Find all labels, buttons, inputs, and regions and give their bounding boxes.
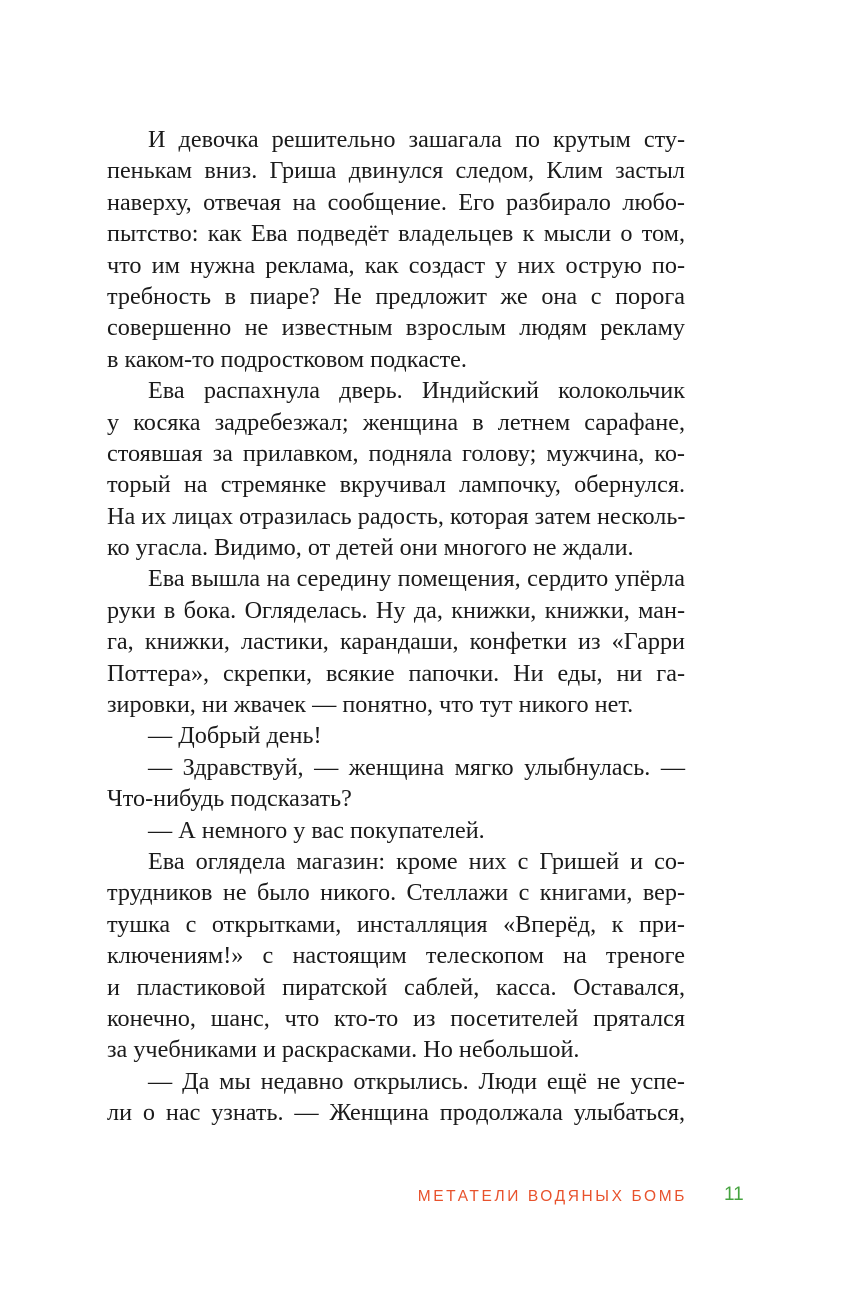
text-line: наверху, отвечая на сообщение. Его разбирало любо- <box>107 188 685 216</box>
text-line: И девочка решительно зашагала по крутым сту- <box>148 126 685 153</box>
text-line: Ева оглядела магазин: кроме них с Гришей и со- <box>148 847 685 875</box>
text-line: за учебниками и раскрасками. Но небольшой. <box>107 1036 580 1064</box>
text-line: ли о нас узнать. — Женщина продолжала улыбаться, <box>107 1099 685 1127</box>
page-number: 11 <box>724 1184 744 1205</box>
footer-title-text: МЕТАТЕЛИ ВОДЯНЫХ БОМБ <box>417 1188 687 1205</box>
text-line: руки в бока. Огляделась. Ну да, книжки, книжки, ман- <box>107 596 685 624</box>
text-line: — А немного у вас покупателей. <box>148 816 485 844</box>
text-line: ключениям!» с настоящим телескопом на треноге <box>107 942 685 970</box>
text-line: конечно, шанс, что кто-то из посетителей прятался <box>107 1004 685 1032</box>
text-line: Ева распахнула дверь. Индийский колокольчик <box>148 377 685 405</box>
text-line: совершенно не известным взрослым людям рекламу <box>107 314 685 342</box>
text-line: га, книжки, ластики, карандаши, конфетки из «Гарри <box>107 628 685 656</box>
text-line: — Добрый день! <box>148 722 322 750</box>
text-line: зировки, ни жвачек — понятно, что тут никого нет. <box>107 691 634 719</box>
text-line: стоявшая за прилавком, подняла голову; мужчина, ко- <box>107 439 685 467</box>
text-line: ко угасла. Видимо, от детей они многого не ждали. <box>107 534 634 562</box>
text-line: — Здравствуй, — женщина мягко улыбнулась. — <box>148 753 685 781</box>
text-line: Поттера», скрепки, всякие папочки. Ни еды, ни га- <box>107 659 685 687</box>
text-line: пытство: как Ева подведёт владельцев к мысли о том, <box>107 220 685 248</box>
text-line: Что-нибудь подсказать? <box>107 785 352 813</box>
text-line: трудников не было никого. Стеллажи с книгами, вер- <box>107 879 685 907</box>
text-line: торый на стремянке вкручивал лампочку, обернулся. <box>107 471 685 499</box>
text-line: пенькам вниз. Гриша двинулся следом, Клим застыл <box>107 157 685 185</box>
text-line: что им нужна реклама, как создаст у них острую по- <box>107 251 685 279</box>
text-line: — Да мы недавно открылись. Люди ещё не успе- <box>148 1067 685 1095</box>
text-line: Ева вышла на середину помещения, сердито упёрла <box>148 565 685 593</box>
text-line: в каком-то подростковом подкасте. <box>107 345 467 373</box>
text-line: На их лицах отразилась радость, которая затем несколь- <box>107 502 686 530</box>
text-line: и пластиковой пиратской саблей, касса. Оставался, <box>107 973 685 1001</box>
running-footer-title <box>411 1182 687 1212</box>
text-line: тушка с открытками, инсталляция «Вперёд, к при- <box>107 910 685 938</box>
text-line: требность в пиаре? Не предложит же она с порога <box>107 282 685 310</box>
body-text <box>107 124 685 1129</box>
text-line: у косяка задребезжал; женщина в летнем сарафане, <box>107 408 685 436</box>
